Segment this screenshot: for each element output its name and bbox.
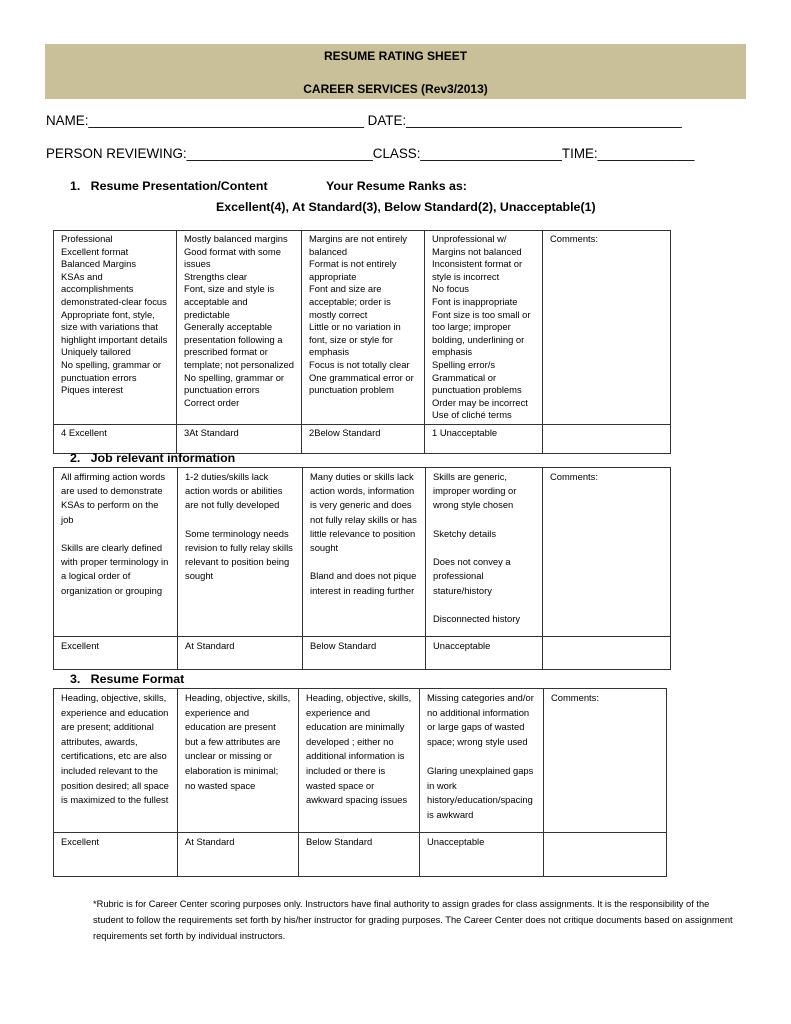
ranks-label: Your Resume Ranks as: (326, 179, 467, 193)
footnote: *Rubric is for Career Center scoring purposes only. Instructors have final authority to assign grades for class assignments. It is the responsibility of the student to follow the requirements set forth by his/her instructor for grading purposes. The Career Center does not critique documents based on assignment requirements set forth by individual instructors. (93, 899, 733, 941)
rating-excellent[interactable]: Excellent (54, 833, 178, 877)
rating-at-standard[interactable]: At Standard (178, 637, 303, 670)
criteria-below-standard: Heading, objective, skills, experience and education are minimally developed ; either no additional information is included or there is wasted space or awkward spacing issues (299, 689, 420, 833)
name-date-line[interactable]: NAME:_____________________________________ DATE:_____________________________________ (46, 113, 682, 128)
rating-comments[interactable] (543, 424, 671, 453)
rating-comments[interactable] (543, 637, 671, 670)
criteria-row (54, 689, 667, 833)
job-info-rubric-table (53, 467, 671, 670)
rating-below-standard[interactable]: 2Below Standard (302, 424, 425, 453)
page-subtitle: CAREER SERVICES (Rev3/2013) (303, 82, 488, 96)
ranks-scale: Excellent(4), At Standard(3), Below Standard(2), Unacceptable(1) (216, 200, 596, 214)
rating-unacceptable[interactable]: Unacceptable (420, 833, 544, 877)
criteria-unacceptable: Skills are generic, improper wording or wrong style chosen Sketchy details Does not convey a professional stature/history Disconnected history (426, 468, 543, 637)
reviewer-class-time-line[interactable]: PERSON REVIEWING:_________________________CLASS:___________________TIME:_____________ (46, 146, 695, 161)
comments-cell[interactable]: Comments: (544, 689, 667, 833)
criteria-excellent: All affirming action words are used to demonstrate KSAs to perform on the job Skills are clearly defined with proper terminology in a logical order of organization or grouping (54, 468, 178, 637)
rating-row (54, 833, 667, 877)
rating-comments[interactable] (544, 833, 667, 877)
rating-at-standard[interactable]: 3At Standard (177, 424, 302, 453)
criteria-row (54, 468, 671, 637)
rating-excellent[interactable]: Excellent (54, 637, 178, 670)
criteria-unacceptable: Missing categories and/or no additional information or large gaps of wasted space; wrong style used Glaring unexplained gaps in work history/education/spacing is awkward (420, 689, 544, 833)
rating-below-standard[interactable]: Below Standard (303, 637, 426, 670)
rating-at-standard[interactable]: At Standard (178, 833, 299, 877)
section3-title: 3. Resume Format (70, 672, 185, 686)
criteria-row (54, 231, 671, 425)
rating-excellent[interactable]: 4 Excellent (54, 424, 177, 453)
page-title: RESUME RATING SHEET (323, 49, 468, 63)
comments-cell[interactable]: Comments: (543, 468, 671, 637)
section2-title: 2. Job relevant information (70, 451, 236, 465)
rating-unacceptable[interactable]: 1 Unacceptable (425, 424, 543, 453)
rating-row (54, 637, 671, 670)
format-rubric-table (53, 688, 667, 877)
criteria-excellent: Professional Excellent format Balanced Margins KSAs and accomplishments demonstrated-clear focus Appropriate font, style, size with variations that highlight important details Uniquely tailored No spelling, grammar or punctuation errors Piques interest (54, 231, 177, 425)
presentation-rubric-table (53, 230, 671, 454)
rating-unacceptable[interactable]: Unacceptable (426, 637, 543, 670)
rating-below-standard[interactable]: Below Standard (299, 833, 420, 877)
comments-cell[interactable]: Comments: (543, 231, 671, 425)
criteria-below-standard: Margins are not entirely balanced Format is not entirely appropriate Font and size are acceptable; order is mostly correct Little or no variation in font, size or style for emphasis Focus is not totally clear One grammatical error or punctuation problem (302, 231, 425, 425)
criteria-below-standard: Many duties or skills lack action words, information is very generic and does not fully relay skills or has little relevance to position sought Bland and does not pique interest in reading further (303, 468, 426, 637)
criteria-at-standard: Mostly balanced margins Good format with some issues Strengths clear Font, size and style is acceptable and predictable Generally acceptable presentation following a prescribed format or template; not personalized No spelling, grammar or punctuation errors Correct order (177, 231, 302, 425)
header-banner (45, 44, 746, 99)
rating-row (54, 424, 671, 453)
criteria-at-standard: Heading, objective, skills, experience and education are present but a few attributes are unclear or missing or elaboration is minimal; no wasted space (178, 689, 299, 833)
criteria-unacceptable: Unprofessional w/ Margins not balanced Inconsistent format or style is incorrect No focus Font is inappropriate Font size is too small or too large; improper bolding, underlining or emphasis Spelling error/s Grammatical or punctuation problems Order may be incorrect Use of cliché terms (425, 231, 543, 425)
section1-title: 1. Resume Presentation/Content (70, 179, 268, 193)
criteria-excellent: Heading, objective, skills, experience and education are present; additional attributes, awards, certifications, etc are also included relevant to the position desired; all space is maximized to the fullest (54, 689, 178, 833)
criteria-at-standard: 1-2 duties/skills lack action words or abilities are not fully developed Some terminology needs revision to fully relay skills relevant to position being sought (178, 468, 303, 637)
